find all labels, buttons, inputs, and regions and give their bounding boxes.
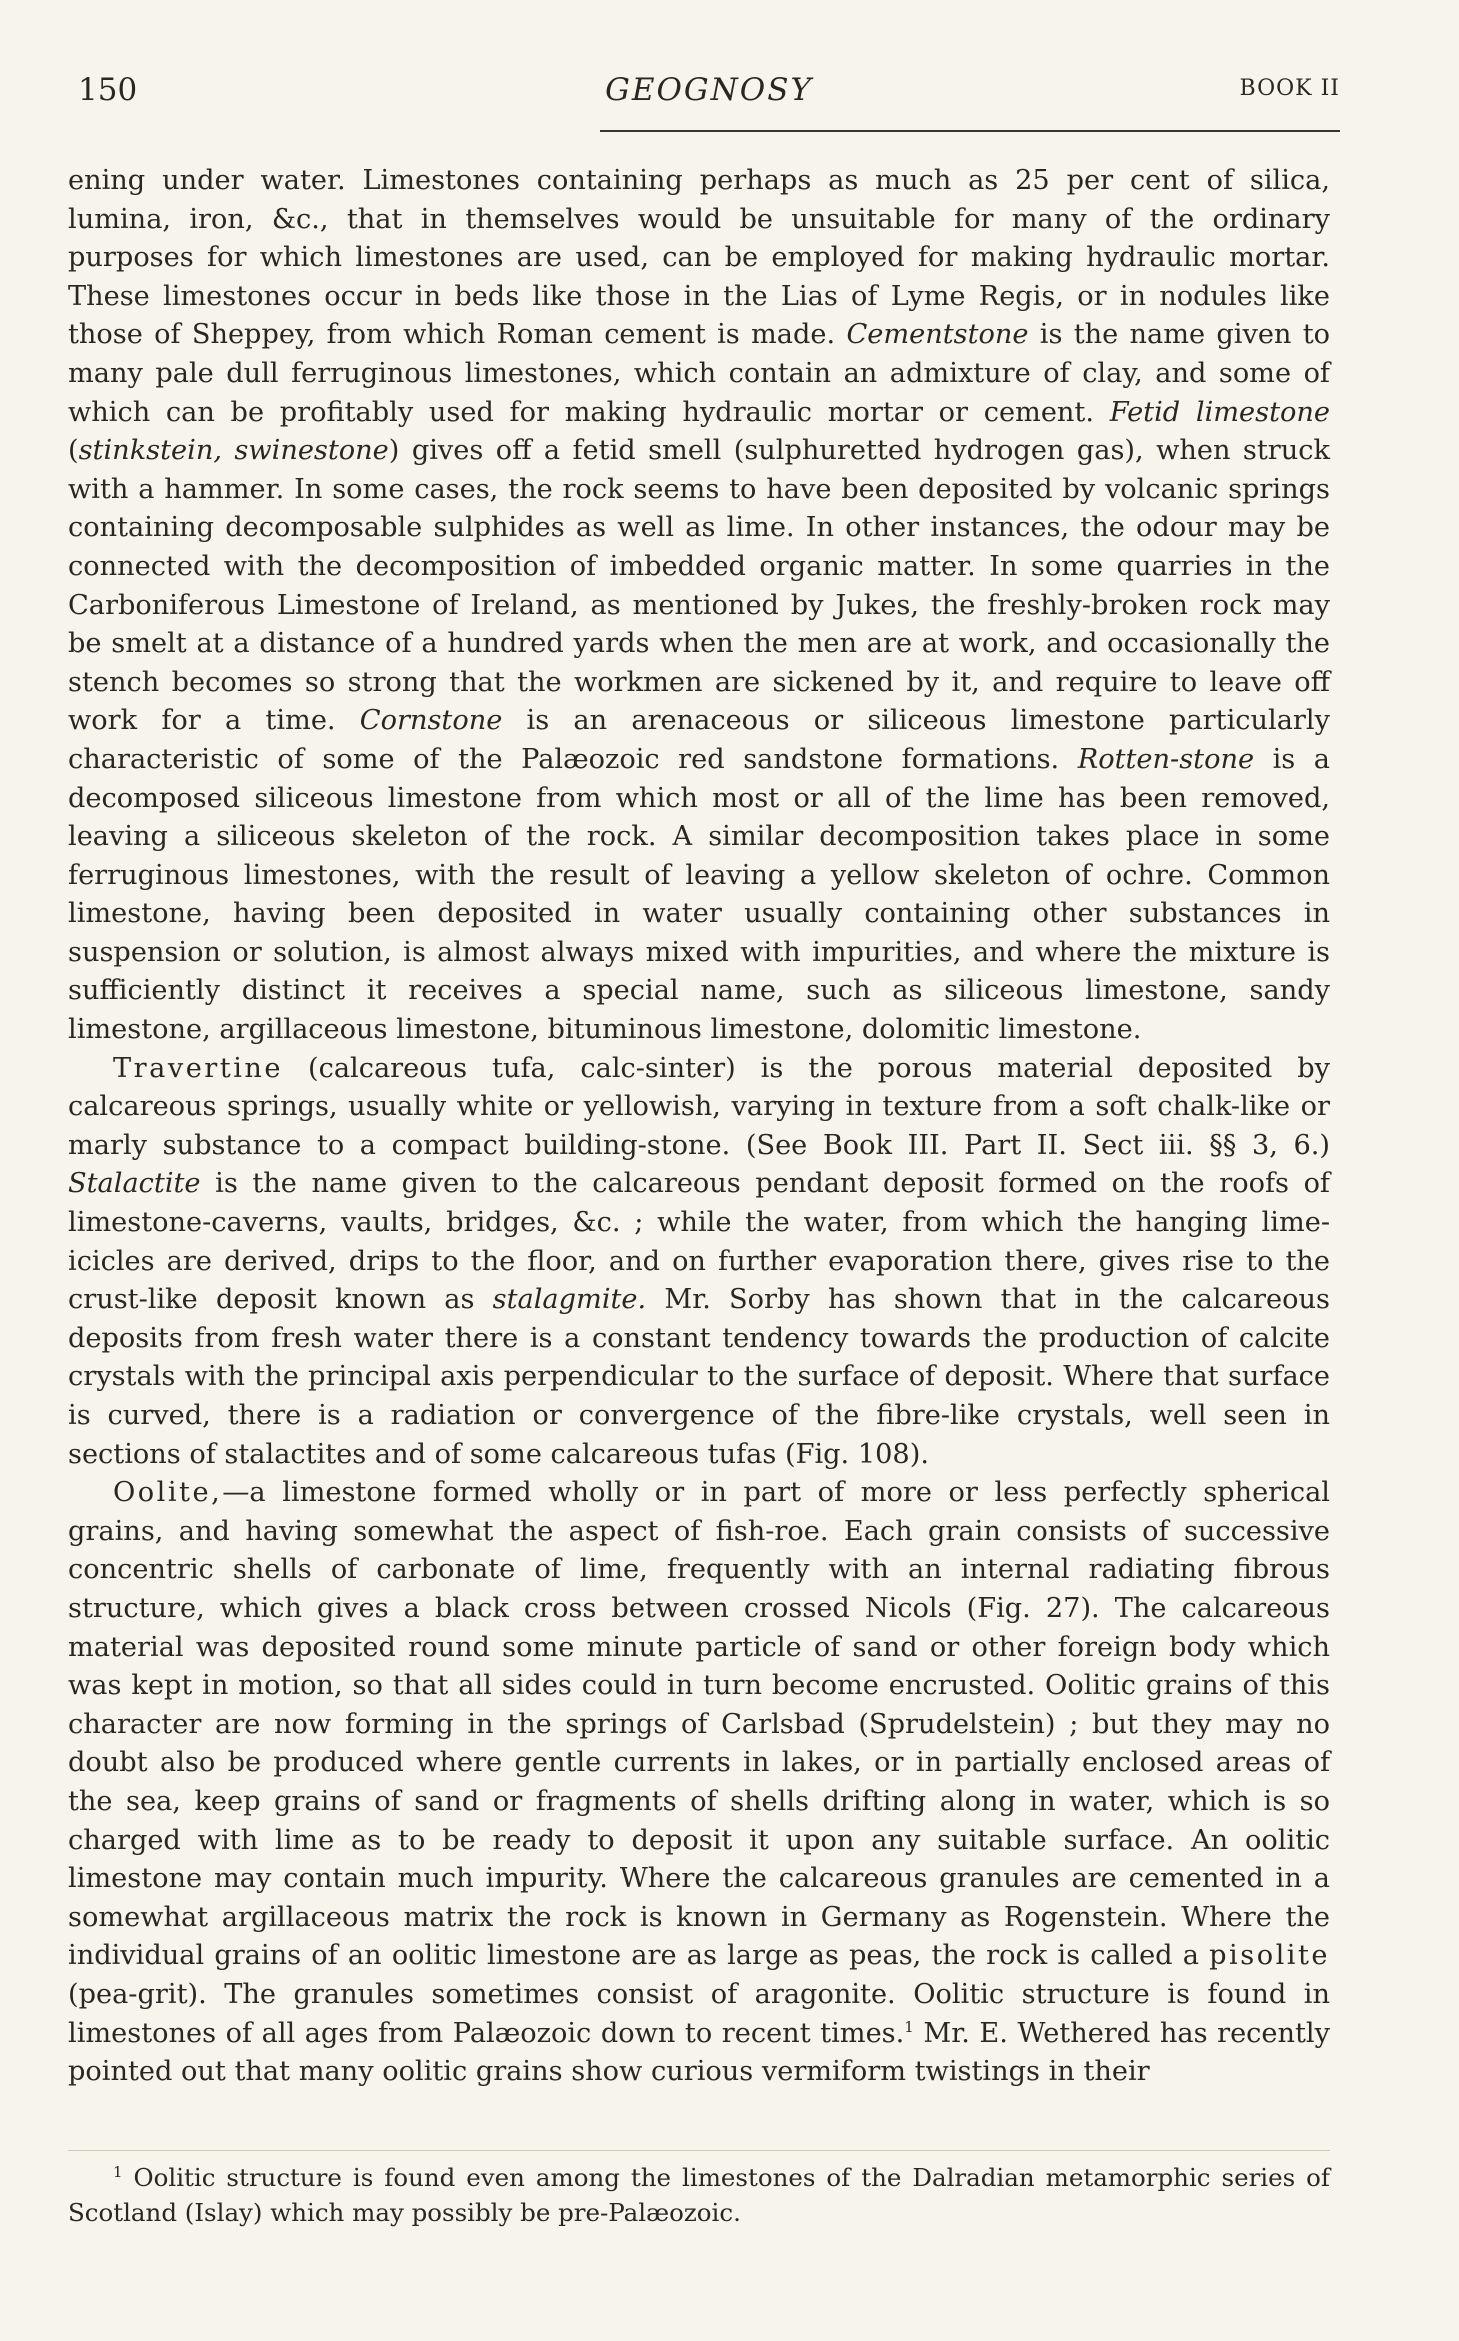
footnote: [68, 2160, 1330, 2230]
paragraph-oolite: [68, 1474, 1330, 2092]
term-stalactite: Stalactite: [68, 1168, 201, 1200]
term-fetid-limestone: Fetid limestone: [1109, 396, 1330, 428]
page-header: [78, 72, 1340, 122]
text-run: is the name given to the calcareous pendant deposit formed on the roofs of limestone-caverns, vaults, bridges, &c. ; while the water, from which the hanging lime-icicles are derived, drips to the floor, and on further evaporation there, gives rise to the crust-like deposit known as: [68, 1168, 1330, 1316]
footnote-text: [68, 2160, 1330, 2230]
body-text: [68, 162, 1330, 2092]
paragraph-travertine: [68, 1050, 1330, 1475]
text-run: is an arenaceous or siliceous limestone particularly characteristic of some of the Palæozoic red sandstone formations.: [68, 705, 1330, 775]
term-cementstone: Cementstone: [846, 319, 1029, 351]
text-run: gives off a fetid smell (sulphuretted hydrogen gas), when struck with a hammer. In some cases, the rock seems to have been deposited by volcanic springs containing decomposable sulphides as well as lime. In other instances, the odour may be connected with the decomposition of imbedded organic matter. In some quarries in the Carboniferous Limestone of Ireland, as mentioned by Jukes, the freshly-broken rock may be smelt at a distance of a hundred yards when the men are at work, and occasionally the stench becomes so strong that the workmen are sickened by it, and require to leave off work for a time.: [68, 435, 1330, 737]
term-stinkstein: stinkstein, swinestone: [78, 435, 389, 467]
footnote-rule: [68, 2150, 1330, 2151]
text-run: (pea-grit). The granules sometimes consist of aragonite. Oolitic structure is found in limestones of all ages from Palæozoic down to recent times.: [68, 1978, 1330, 2049]
text-run: Mr. E. Wethered has recently pointed out that many oolitic grains show curious vermiform twistings in their: [68, 2017, 1330, 2088]
footnote-reference[interactable]: 1: [904, 2017, 914, 2036]
page-number: 150: [78, 72, 138, 108]
text-run: —a limestone formed wholly or in part of more or less perfectly spherical grains, and having somewhat the aspect of fish-roe. Each grain consists of successive concentric shells of carbonate of lime, frequently with an internal radiating fibrous structure, which gives a black cross between crossed Nicols (Fig. 27). The calcareous material was deposited round some minute particle of sand or other foreign body which was kept in motion, so that all sides could in turn become encrusted. Oolitic grains of this character are now forming in the springs of Carlsbad (Sprudelstein) ; but they may no doubt also be produced where gentle currents in lakes, or in partially enclosed areas of the sea, keep grains of sand or fragments of shells drifting along in water, which is so charged with lime as to be ready to deposit it upon any suitable surface. An oolitic limestone may contain much impurity. Where the calcareous granules are cemented in a somewhat argillaceous matrix the rock is known in Germany as Rogenstein. Where the individual grains of an oolitic limestone are as large as peas, the rock is called a: [68, 1477, 1330, 1972]
footnote-body: Oolitic structure is found even among the limestones of the Dalradian metamorphic series of Scotland (Islay) which may possibly be pre-Palæozoic.: [68, 2163, 1330, 2227]
term-pisolite: pisolite: [1209, 1940, 1330, 1972]
footnote-marker: 1: [113, 2162, 123, 2181]
text-run: is a decomposed siliceous limestone from which most or all of the lime has been removed, leaving a siliceous skeleton of the rock. A similar decomposition takes place in some ferruginous limestones, with the result of leaving a yellow skeleton of ochre. Common limestone, having been deposited in water usually containing other substances in suspension or solution, is almost always mixed with impurities, and where the mixture is sufficiently distinct it receives a special name, such as siliceous limestone, sandy limestone, argillaceous limestone, bituminous limestone, dolomitic limestone.: [68, 743, 1331, 1046]
text-run: (calcareous tufa, calc-sinter) is the porous material deposited by calcareous springs, usually white or yellowish, varying in texture from a soft chalk-like or marly substance to a compact building-stone. (See Book III. Part II. Sect iii. §§ 3, 6.): [68, 1052, 1330, 1161]
paren-close: ): [388, 435, 400, 467]
paragraph-limestones: [68, 162, 1330, 1050]
text-run: is the name given to many pale dull ferruginous limestones, which contain an admixture of clay, and some of which can be profitably used for making hydraulic mortar or cement.: [68, 319, 1330, 428]
term-cornstone: Cornstone: [359, 705, 503, 737]
book-label: BOOK II: [1239, 76, 1340, 101]
term-rottenstone: Rotten-stone: [1077, 743, 1255, 775]
text-run: Mr. Sorby has shown that in the calcareous deposits from fresh water there is a constant tendency towards the production of calcite crystals with the principal axis perpendicular to the surface of deposit. Where that surface is curved, there is a radiation or convergence of the fibre-like crystals, well seen in sections of stalactites and of some calcareous tufas (Fig. 108).: [68, 1284, 1330, 1470]
paren-open: (: [68, 435, 79, 467]
term-travertine: Travertine: [113, 1052, 284, 1084]
header-rule: [600, 130, 1340, 132]
running-title: GEOGNOSY: [605, 72, 813, 108]
term-oolite: Oolite,: [113, 1477, 223, 1509]
text-run: ening under water. Limestones containing perhaps as much as 25 per cent of silica, lumina, iron, &c., that in themselves would be unsuitable for many of the ordinary purposes for which limestones are used, can be employed for making hydraulic mortar. These limestones occur in beds like those in the Lias of Lyme Regis, or in nodules like those of Sheppey, from which Roman cement is made.: [68, 165, 1330, 351]
term-stalagmite: stalagmite.: [492, 1284, 647, 1316]
